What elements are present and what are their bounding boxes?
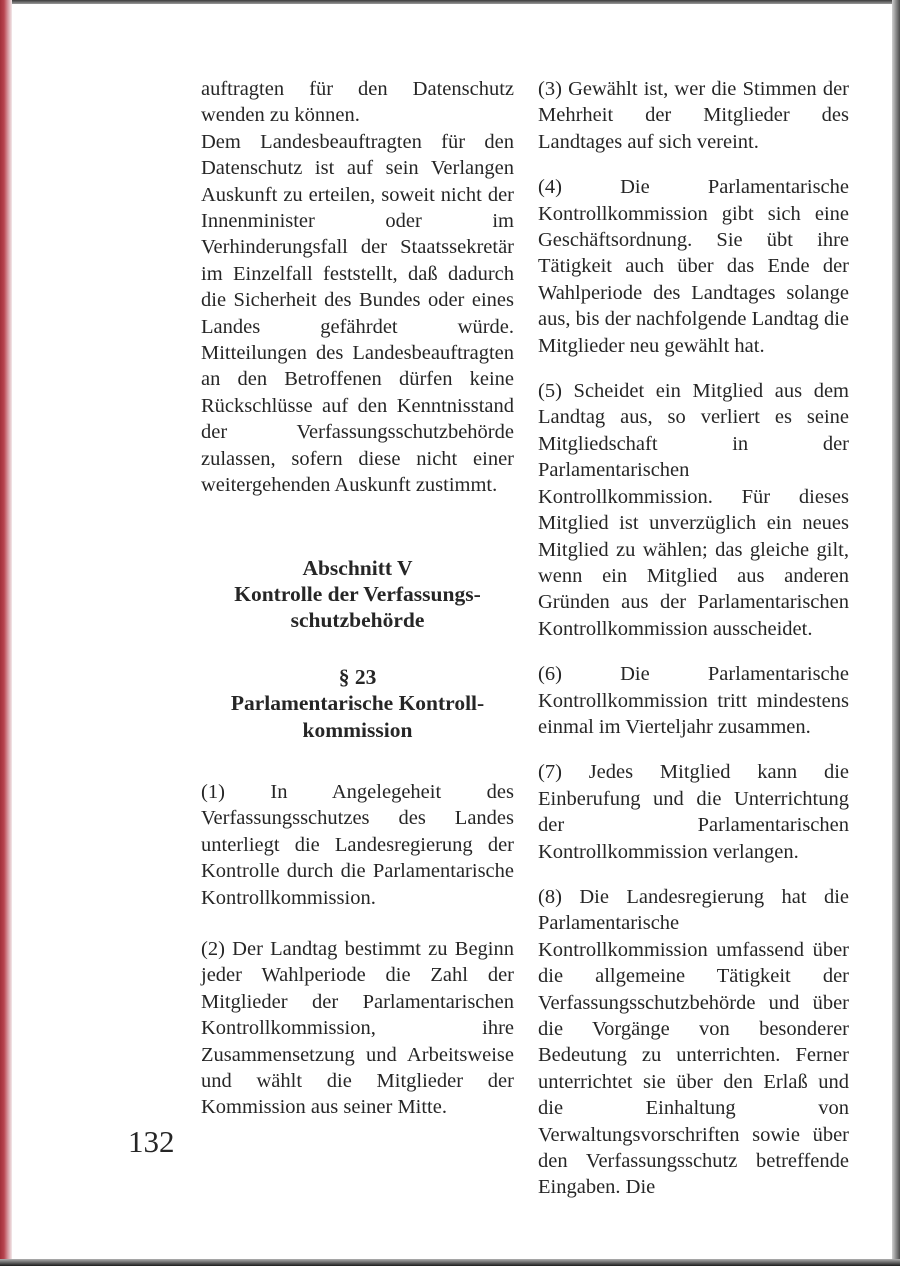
subsection-2: (2) Der Landtag bestimmt zu Beginn jeder Wahlperiode die Zahl der Mitglieder der Parlamentarischen Kontrollkommission, ihre Zusammensetzung und Arbeitsweise und wählt die Mitglieder der Kommission aus seiner Mitte.: [201, 937, 514, 1119]
book-binding-edge: [0, 0, 12, 1266]
subsection-4: (4) Die Parlamentarische Kontrollkommission gibt sich eine Geschäftsordnung. Sie übt ihre Tätigkeit auch über das Ende der Wahlperiode des Landtages solange aus, bis der nachfolgende Landtag die Mitglieder neu gewählt hat.: [538, 176, 849, 357]
page-right-edge: [892, 0, 900, 1266]
page-bottom-edge: [0, 1259, 900, 1266]
section-title-line-1: Kontrolle der Verfassungs-: [234, 581, 481, 606]
right-column: [538, 76, 849, 1220]
subsection-1: (1) In Angelegeheit des Verfassungsschutzes des Landes unterliegt die Landesregierung der Kontrolle durch die Parlamentarische Kontrollkommission.: [201, 780, 514, 909]
subsection-8: (8) Die Landesregierung hat die Parlamentarische Kontrollkommission umfassend über die allgemeine Tätigkeit der Verfassungsschutzbehörde und über die Vorgänge von besonderer Bedeutung zu unterrichten. Ferner unterrichtet sie über den Erlaß und die Einhaltung von Verwaltungsvorschriften sowie über den Verfassungsschutz betreffende Eingaben. Die: [538, 885, 849, 1199]
continued-paragraph: auftragten für den Datenschutz wenden zu können.: [201, 78, 514, 127]
section-title-line-2: schutzbehörde: [290, 608, 425, 633]
section-heading: [201, 555, 514, 634]
paragraph-number: § 23: [338, 664, 377, 689]
page-number: 132: [128, 1124, 175, 1159]
subsection-7: (7) Jedes Mitglied kann die Einberufung und die Unterrichtung der Parlamentarischen Kontrollkommission verlangen.: [538, 761, 849, 863]
left-column: [201, 76, 514, 1121]
section-number: Abschnitt V: [302, 555, 413, 580]
paragraph-title-line-1: Parlamentarische Kontroll-: [230, 691, 485, 716]
subsection-3: (3) Gewählt ist, wer die Stimmen der Mehrheit der Mitglieder des Landtages auf sich vereint.: [538, 78, 849, 153]
page-top-edge: [0, 0, 900, 4]
paragraph: Dem Landesbeauftragten für den Datenschutz ist auf sein Verlangen Auskunft zu erteilen, soweit nicht der Innenminister oder im Verhinderungsfall der Staatssekretär im Einzelfall feststellt, daß dadurch die Sicherheit des Bundes oder eines Landes gefährdet würde. Mitteilungen des Landesbeauftragten an den Betroffenen dürfen keine Rückschlüsse auf den Kenntnisstand der Verfassungsschutzbehörde zulassen, sofern diese nicht einer weitergehenden Auskunft zustimmt.: [201, 130, 514, 497]
paragraph-title-line-2: kommission: [302, 717, 413, 742]
subsection-6: (6) Die Parlamentarische Kontrollkommission tritt mindestens einmal im Vierteljahr zusammen.: [538, 663, 849, 738]
subsection-5: (5) Scheidet ein Mitglied aus dem Landtag aus, so verliert es seine Mitgliedschaft in der Parlamentarischen Kontrollkommission. Für dieses Mitglied ist unverzüglich ein neues Mitglied zu wählen; das gleiche gilt, wenn ein Mitglied aus anderen Gründen aus der Parlamentarischen Kontrollkommission ausscheidet.: [538, 380, 849, 640]
paragraph-heading: [201, 664, 514, 743]
